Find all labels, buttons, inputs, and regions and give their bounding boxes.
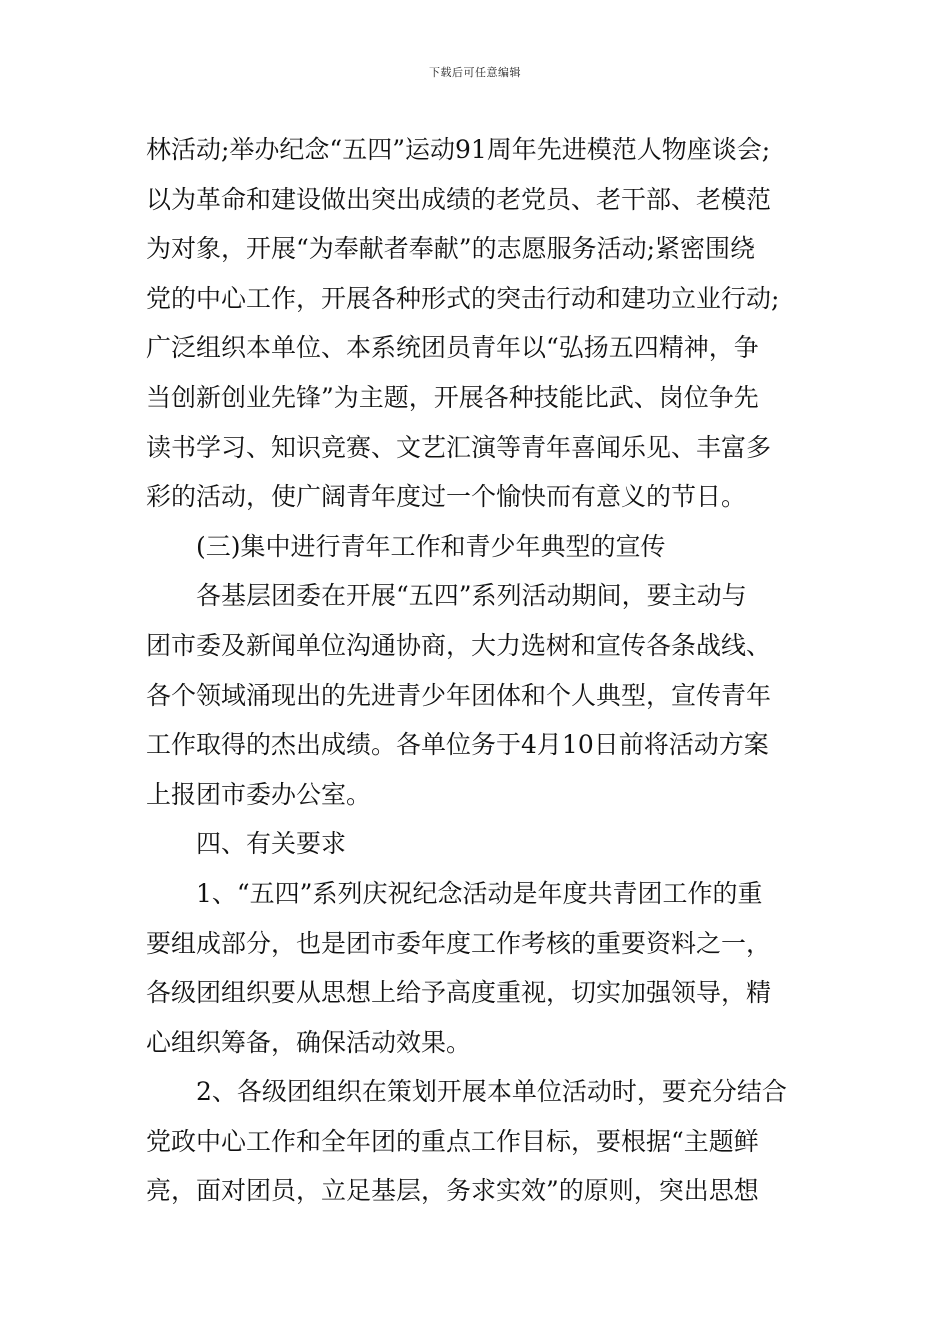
text-line: 林活动;举办纪念“五四”运动91周年先进模范人物座谈会; (146, 135, 771, 164)
text-line: 为对象，开展“为奉献者奉献”的志愿服务活动;紧密围绕 (146, 234, 755, 264)
text-line: 各基层团委在开展“五四”系列活动期间，要主动与 (196, 581, 747, 611)
page-header: 下载后可任意编辑 (429, 66, 521, 79)
text-line: 要组成部分，也是团市委年度工作考核的重要资料之一， (146, 928, 772, 958)
text-line: 彩的活动，使广阔青年度过一个愉快而有意义的节日。 (146, 482, 747, 512)
text-line: 团市委及新闻单位沟通协商，大力选树和宣传各条战线、 (146, 630, 772, 660)
text-line: 以为革命和建设做出突出成绩的老党员、老干部、老模范 (146, 184, 772, 214)
text-line: 读书学习、知识竞赛、文艺汇演等青年喜闻乐见、丰富多 (146, 432, 772, 462)
document-body (146, 125, 814, 1216)
text-line: 工作取得的杰出成绩。各单位务于4月10日前将活动方案 (146, 730, 769, 760)
text-line: 各级团组织要从思想上给予高度重视，切实加强领导，精 (146, 978, 772, 1008)
section-heading: (三)集中进行青年工作和青少年典型的宣传 (196, 531, 666, 561)
text-line: 各个领域涌现出的先进青少年团体和个人典型，宣传青年 (146, 680, 772, 710)
text-line: 2、各级团组织在策划开展本单位活动时，要充分结合 (196, 1077, 787, 1107)
text-line: 广泛组织本单位、本系统团员青年以“弘扬五四精神，争 (146, 333, 759, 363)
section-heading: 四、有关要求 (196, 829, 347, 859)
text-line: 党政中心工作和全年团的重点工作目标，要根据“主题鲜 (146, 1126, 759, 1156)
text-line: 当创新创业先锋”为主题，开展各种技能比武、岗位争先 (146, 382, 759, 412)
text-line: 党的中心工作，开展各种形式的突击行动和建功立业行动; (146, 283, 780, 313)
text-line: 心组织筹备，确保活动效果。 (146, 1027, 472, 1057)
text-line: 亮，面对团员，立足基层，务求实效”的原则，突出思想 (146, 1176, 759, 1206)
text-line: 上报团市委办公室。 (146, 779, 372, 809)
text-line: 1、“五四”系列庆祝纪念活动是年度共青团工作的重 (196, 878, 763, 908)
